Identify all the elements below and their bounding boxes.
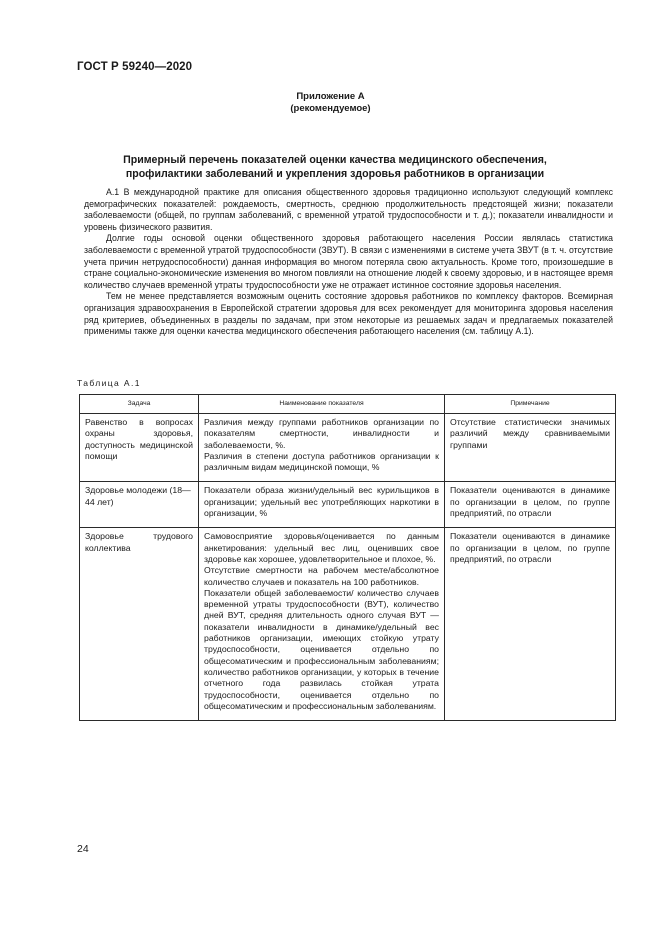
indicator-text: Самовосприятие здоровья/оценивается по данным анкетирования: удельный вес лиц, оценивших свое здоровье как хорошее, удовлетворительное и плохое, %. <box>204 531 439 564</box>
column-header-note: Примечание <box>445 395 616 414</box>
section-title <box>90 153 580 181</box>
indicator-cell <box>199 414 445 482</box>
page-number: 24 <box>77 843 89 855</box>
table-row <box>80 528 616 721</box>
body-text <box>84 187 613 338</box>
standard-header: ГОСТ Р 59240—2020 <box>77 61 193 73</box>
column-header-indicator: Наименование показателя <box>199 395 445 414</box>
note-cell: Показатели оцениваются в динамике по организации в целом, по группе предприятий, по отрасли <box>445 528 616 721</box>
table-row <box>80 414 616 482</box>
indicator-cell <box>199 482 445 528</box>
section-title-line: профилактики заболеваний и укрепления здоровья работников в организации <box>125 168 545 180</box>
section-title-line: Примерный перечень показателей оценки качества медицинского обеспечения, <box>123 154 547 166</box>
paragraph: Долгие годы основой оценки общественного здоровья работающего населения России являлась статистика заболеваемости с временной утратой трудоспособности (ЗВУТ). В связи с изменениями в системе учета ЗВУТ (в т. ч. отсутствие учета причин нетрудоспособности) данная информация во многом потеряла свою актуальность. Кроме того, произошедшие в стране социально-экономические изменения во многом повлияли на отношение людей к своему здоровью, и в настоящее время количество случаев временной утраты трудоспособности уже не отражает истинное состояние здоровья населения. <box>84 233 613 290</box>
task-cell: Здоровье трудового коллектива <box>80 528 199 721</box>
indicator-text: Показатели общей заболеваемости/ количество случаев временной утраты трудоспособности (ВУТ), количество дней ВУТ, средняя длительность одного случая ВУТ — показатели инвалидности в динамике/удельный вес работников организации, имеющих стойкую утрату трудоспособности, оценивается отдельно по общесоматическим и профессиональным заболеваниям; количество работников организации, у которых в течение отчетного года развилась стойкая утрата трудоспособности, оценивается отдельно по общесоматическим и профессиональным заболеваниям. <box>204 587 439 711</box>
appendix-title: Приложение А <box>296 91 365 102</box>
note-cell: Отсутствие статистически значимых различий между сравниваемыми группами <box>445 414 616 482</box>
appendix-note: (рекомендуемое) <box>290 103 371 114</box>
column-header-task: Задача <box>80 395 199 414</box>
indicator-text: Показатели образа жизни/удельный вес курильщиков в организации; удельный вес употребляющих наркотики в организации, % <box>204 485 439 519</box>
note-cell: Показатели оцениваются в динамике по организации в целом, по группе предприятий, по отрасли <box>445 482 616 528</box>
indicator-text: Различия в степени доступа работников организации к различным видам медицинской помощи, % <box>204 450 439 473</box>
table-label: Таблица А.1 <box>77 378 141 388</box>
table-header-row <box>80 395 616 414</box>
indicators-table <box>79 394 616 721</box>
task-cell: Равенство в вопросах охраны здоровья, доступность медицинской помощи <box>80 414 199 482</box>
paragraph: Тем не менее представляется возможным оценить состояние здоровья работников по комплексу факторов. Всемирная организация здравоохранения в Европейской стратегии здоровья для всех рекомендует для мониторинга здоровья населения ряд критериев, объединенных в разделы по задачам, при этом некоторые из решаемых задач и предлагаемых показателей применимы также для оценки качества медицинского обеспечения работающего населения (см. таблицу А.1). <box>84 291 613 337</box>
indicator-text: Различия между группами работников организации по показателям смертности, инвалидности и заболеваемости, %. <box>204 417 439 450</box>
table-row <box>80 482 616 528</box>
indicator-text: Отсутствие смертности на рабочем месте/абсолютное количество случаев и показатель на 100 работников. <box>204 565 439 587</box>
appendix-heading <box>0 91 661 115</box>
indicator-cell <box>199 528 445 721</box>
paragraph: А.1 В международной практике для описания общественного здоровья традиционно используют следующий комплекс демографических показателей: рождаемость, смертность, среднюю продолжительность предстоящей жизни; показатели заболеваемости (общей, по группам заболеваний, с временной утратой трудоспособности и т. д.); показатели инвалидности и уровень физического развития. <box>84 187 613 232</box>
task-cell: Здоровье молодежи (18—44 лет) <box>80 482 199 528</box>
